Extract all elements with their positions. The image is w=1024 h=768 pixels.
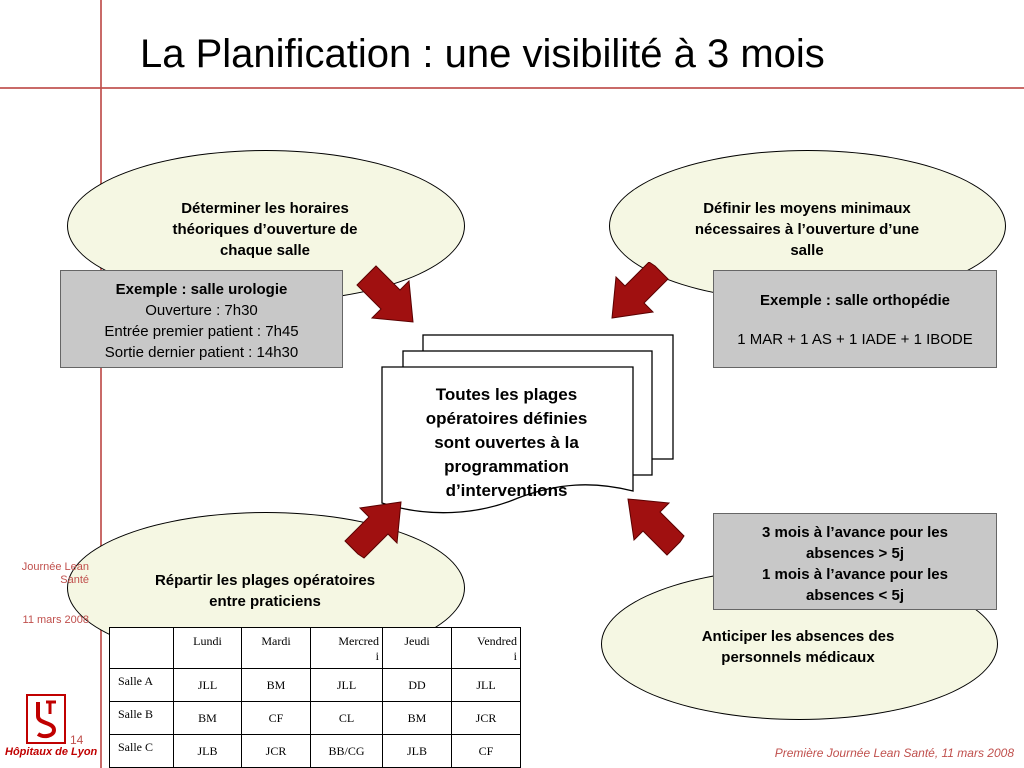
arrow-top-right bbox=[605, 262, 675, 332]
hospital-logo-icon bbox=[26, 694, 66, 744]
schedule-table bbox=[109, 627, 521, 768]
box-urologie-line: Sortie dernier patient : 14h30 bbox=[104, 344, 299, 361]
table-cell: JCR bbox=[242, 735, 311, 768]
box-urologie-heading: Exemple : salle urologie bbox=[115, 281, 288, 298]
center-line: programmation bbox=[444, 457, 569, 476]
table-cell: BB/CG bbox=[311, 735, 383, 768]
arrow-bottom-left bbox=[340, 492, 410, 562]
ellipse-line: chaque salle bbox=[219, 242, 311, 259]
ellipse-line: entre praticiens bbox=[209, 593, 321, 610]
box-orthopedie-heading: Exemple : salle orthopédie bbox=[759, 292, 951, 309]
table-row bbox=[110, 702, 521, 735]
box-absences-line: absences < 5j bbox=[806, 587, 904, 604]
table-cell: CF bbox=[242, 702, 311, 735]
row-label: Salle C bbox=[110, 735, 174, 768]
table-row bbox=[110, 735, 521, 768]
ellipse-line: Répartir les plages opératoires bbox=[154, 572, 376, 589]
box-urologie bbox=[60, 270, 343, 368]
ellipse-top-right-text bbox=[662, 198, 952, 261]
slide-title: La Planification : une visibilité à 3 mois bbox=[140, 32, 825, 76]
table-header-row bbox=[110, 628, 521, 669]
center-line: sont ouvertes à la bbox=[434, 433, 579, 452]
page-number: 14 bbox=[70, 733, 84, 747]
table-header-cell: Lundi bbox=[174, 628, 242, 669]
box-absences bbox=[713, 513, 997, 610]
sidebar-date: 11 mars 2008 bbox=[22, 614, 89, 626]
sidebar-event bbox=[0, 561, 89, 587]
table-cell: CL bbox=[311, 702, 383, 735]
box-urologie-line: Entrée premier patient : 7h45 bbox=[104, 323, 299, 340]
table-row bbox=[110, 669, 521, 702]
ellipse-line: Définir les moyens minimaux bbox=[703, 200, 911, 217]
center-document-text bbox=[384, 383, 629, 503]
ellipse-bottom-left-text bbox=[125, 570, 405, 612]
table-cell: BM bbox=[242, 669, 311, 702]
table-cell: BM bbox=[174, 702, 242, 735]
center-line: d’interventions bbox=[445, 481, 568, 500]
table-cell: BM bbox=[383, 702, 452, 735]
ellipse-line: nécessaires à l’ouverture d’une bbox=[694, 221, 920, 238]
table-cell: DD bbox=[383, 669, 452, 702]
table-cell: JCR bbox=[452, 702, 521, 735]
table-cell: JLB bbox=[383, 735, 452, 768]
table-header-cell bbox=[110, 628, 174, 669]
ellipse-line: Anticiper les absences des bbox=[701, 628, 895, 645]
arrow-bottom-right bbox=[618, 494, 688, 564]
ellipse-line: salle bbox=[790, 242, 824, 259]
table-cell: JLL bbox=[311, 669, 383, 702]
logo-text: Hôpitaux de Lyon bbox=[5, 746, 98, 758]
box-absences-line: absences > 5j bbox=[806, 545, 904, 562]
sidebar-event-line: Santé bbox=[60, 574, 89, 586]
horizontal-rule bbox=[0, 87, 1024, 89]
footer-text: Première Journée Lean Santé, 11 mars 2008 bbox=[774, 746, 1014, 760]
table-header-cell: Mardi bbox=[242, 628, 311, 669]
center-line: opératoires définies bbox=[425, 409, 588, 428]
box-orthopedie bbox=[713, 270, 997, 368]
ellipse-top-left-text bbox=[140, 198, 390, 261]
sidebar-event-line: Journée Lean bbox=[21, 561, 89, 573]
vertical-rule bbox=[100, 0, 102, 768]
ellipse-line: théoriques d’ouverture de bbox=[172, 221, 358, 238]
row-label: Salle B bbox=[110, 702, 174, 735]
box-orthopedie-line: 1 MAR + 1 AS + 1 IADE + 1 IBODE bbox=[737, 331, 973, 348]
table-header-cell: Mercred i bbox=[311, 628, 383, 669]
center-line: Toutes les plages bbox=[435, 385, 578, 404]
table-cell: JLL bbox=[452, 669, 521, 702]
row-label: Salle A bbox=[110, 669, 174, 702]
box-absences-line: 1 mois à l’avance pour les bbox=[762, 566, 948, 583]
table-cell: JLL bbox=[174, 669, 242, 702]
table-header-cell: Vendred i bbox=[452, 628, 521, 669]
ellipse-line: personnels médicaux bbox=[721, 649, 875, 666]
table-cell: JLB bbox=[174, 735, 242, 768]
table-header-cell: Jeudi bbox=[383, 628, 452, 669]
box-urologie-line: Ouverture : 7h30 bbox=[145, 302, 258, 319]
ellipse-line: Déterminer les horaires bbox=[181, 200, 349, 217]
table-cell: CF bbox=[452, 735, 521, 768]
ellipse-bottom-right-text bbox=[668, 626, 928, 668]
box-absences-line: 3 mois à l’avance pour les bbox=[762, 524, 948, 541]
arrow-top-left bbox=[355, 262, 425, 332]
